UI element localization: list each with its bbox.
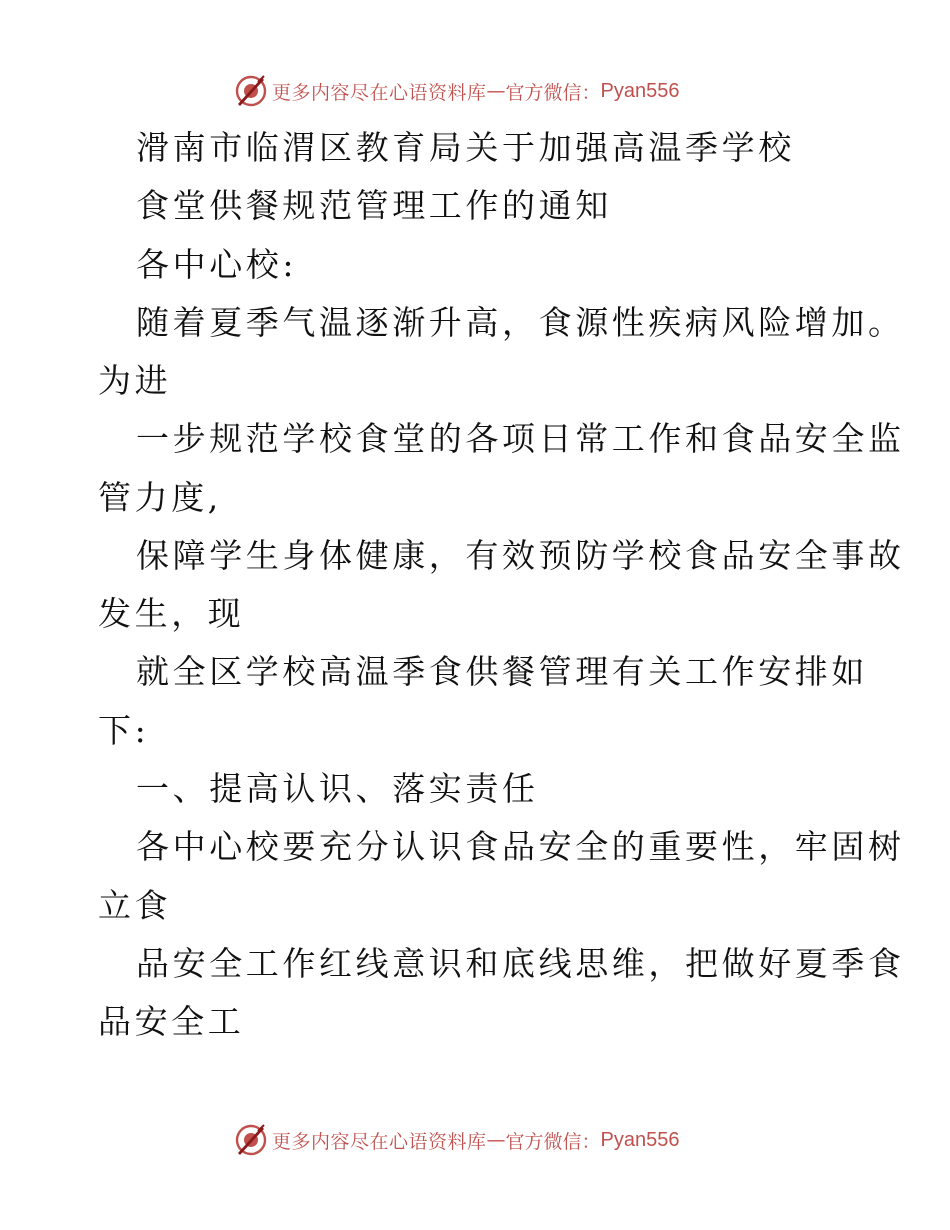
paragraph-line: 随着夏季气温逐渐升高，食源性疾病风险增加。	[136, 303, 905, 342]
document-title-line-1: 滑南市临渭区教育局关于加强高温季学校	[136, 128, 795, 167]
paragraph-line: 保障学生身体健康，有效预防学校食品安全事故	[136, 536, 905, 575]
paragraph-line: 为进	[98, 361, 172, 400]
banner-wechat-label: 官方微信：	[505, 81, 601, 104]
paragraph-line: 发生，现	[98, 594, 245, 633]
banner-wechat-label: 官方微信：	[505, 1130, 601, 1153]
banner-wechat-id: Pyan556	[600, 1128, 680, 1151]
paragraph-line: 品安全工	[98, 1002, 245, 1041]
document-title-line-2: 食堂供餐规范管理工作的通知	[136, 186, 612, 225]
paragraph-line: 下:	[98, 711, 150, 750]
footer-watermark-banner	[234, 1122, 680, 1158]
document-salutation: 各中心校:	[136, 245, 298, 284]
banner-text: 更多内容尽在心语资料库	[272, 81, 487, 104]
paragraph-line: 就全区学校高温季食供餐管理有关工作安排如	[136, 652, 868, 691]
quill-seal-icon	[234, 1123, 268, 1157]
paragraph-line: 立食	[98, 886, 172, 925]
section-heading: 一、提高认识、落实责任	[136, 769, 539, 808]
paragraph-line: 一步规范学校食堂的各项日常工作和食品安全监	[136, 419, 905, 458]
banner-text: 更多内容尽在心语资料库	[272, 1130, 487, 1153]
banner-wechat-id: Pyan556	[600, 79, 680, 102]
banner-separator: —	[486, 1129, 506, 1151]
banner-separator: —	[486, 80, 506, 102]
paragraph-line: 品安全工作红线意识和底线思维，把做好夏季食	[136, 944, 905, 983]
paragraph-line: 管力度,	[98, 478, 222, 517]
paragraph-line: 各中心校要充分认识食品安全的重要性，牢固树	[136, 827, 905, 866]
header-watermark-banner	[234, 73, 680, 109]
quill-seal-icon	[234, 74, 268, 108]
